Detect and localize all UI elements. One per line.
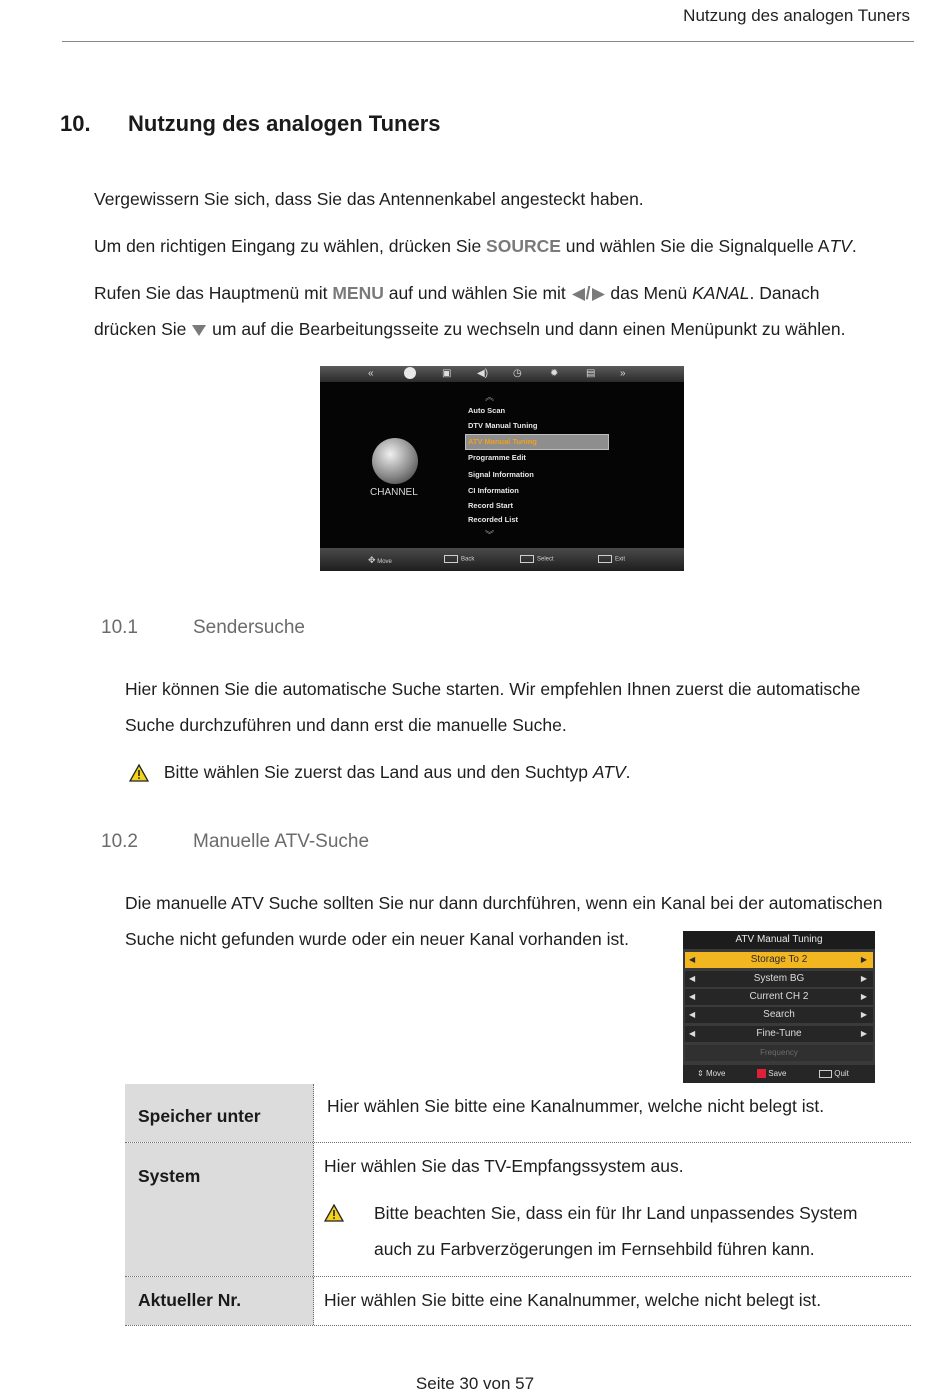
left-arrow-icon: ◀ <box>689 992 696 1001</box>
text-italic: TV <box>829 236 852 256</box>
atv-row-frequency: Frequency <box>685 1045 873 1061</box>
left-arrow-icon <box>571 287 586 302</box>
lock-tab-icon: ▤ <box>586 368 596 379</box>
header-divider <box>62 41 914 42</box>
menu-item-signal-information: Signal Information <box>468 470 534 479</box>
scroll-down-icon: ︾ <box>485 530 495 540</box>
channel-globe-icon <box>372 438 418 484</box>
table-label-cell <box>125 1277 314 1325</box>
right-arrow-icon: ▶ <box>860 955 867 964</box>
sub1-paragraph-1: Hier können Sie die automatische Suche starten. Wir empfehlen Ihnen zuerst die automatische <box>125 679 861 699</box>
atv-row-system <box>685 971 873 987</box>
double-right-icon: » <box>620 368 626 379</box>
left-arrow-icon: ◀ <box>689 1029 696 1038</box>
hint-move <box>368 555 392 566</box>
atv-footer-quit <box>819 1065 849 1083</box>
table-label: Speicher unter <box>138 1106 261 1126</box>
separator: / <box>585 283 591 303</box>
table-label: System <box>138 1166 201 1186</box>
text: drücken Sie <box>94 319 192 339</box>
menu-item-atv-manual-tuning: ATV Manual Tuning <box>468 437 537 446</box>
hint-select-label: Select <box>537 556 554 563</box>
table-value: Hier wählen Sie bitte eine Kanalnummer, welche nicht belegt ist. <box>324 1290 822 1310</box>
down-arrow-icon <box>191 323 207 337</box>
text: Um den richtigen Eingang zu wählen, drücken Sie <box>94 236 487 256</box>
red-button-icon <box>757 1069 766 1078</box>
hint-exit <box>598 555 625 563</box>
double-left-icon: « <box>368 368 374 379</box>
text: Bitte wählen Sie zuerst das Land aus und den Suchtyp <box>163 762 593 782</box>
atv-row-storage-to <box>685 952 873 968</box>
text: Rufen Sie das Hauptmenü mit <box>94 283 333 303</box>
atv-row-label: Storage To 2 <box>750 954 808 965</box>
right-arrow-icon: ▶ <box>860 1010 867 1019</box>
channel-label: CHANNEL <box>370 487 418 498</box>
atv-row-search <box>685 1007 873 1023</box>
section-title: Nutzung des analogen Tuners <box>128 111 441 136</box>
picture-tab-icon: ▣ <box>442 368 452 379</box>
menu-key-icon <box>444 555 458 563</box>
sound-tab-icon: ◀) <box>477 368 489 379</box>
warning-icon <box>324 1204 344 1222</box>
table-label-cell <box>125 1084 314 1142</box>
subsection-title-sendersuche: Sendersuche <box>193 617 305 638</box>
setup-tab-icon: ✹ <box>550 368 559 379</box>
sub2-paragraph-1: Die manuelle ATV Suche sollten Sie nur dann durchführen, wenn ein Kanal bei der automatischen <box>125 893 883 913</box>
text: um auf die Bearbeitungsseite zu wechseln und dann einen Menüpunkt zu wählen. <box>207 319 846 339</box>
running-header: Nutzung des analogen Tuners <box>683 6 910 25</box>
hint-back <box>444 555 474 563</box>
settings-table <box>125 1084 911 1326</box>
channel-menu-screenshot <box>320 366 684 571</box>
exit-key-icon <box>598 555 612 563</box>
right-arrow-icon: ▶ <box>860 1029 867 1038</box>
table-row-speicher-unter <box>125 1084 911 1143</box>
scroll-up-icon: ︽ <box>485 392 495 402</box>
atv-row-label: Current CH 2 <box>749 991 809 1002</box>
hint-select <box>520 555 554 563</box>
intro-paragraph-1: Vergewissern Sie sich, dass Sie das Antennenkabel angesteckt haben. <box>94 189 644 209</box>
menu-item-ci-information: CI Information <box>468 486 519 495</box>
source-key-label: SOURCE <box>486 236 561 256</box>
move-icon: ✥ <box>368 555 376 565</box>
text: . Danach <box>749 283 820 303</box>
text: . <box>625 762 631 782</box>
atv-manual-tuning-screenshot <box>683 931 875 1083</box>
atv-footer-save <box>757 1065 786 1083</box>
exit-key-icon <box>819 1070 832 1078</box>
hint-move-label: Move <box>377 559 392 565</box>
atv-footer-save-label: Save <box>768 1069 787 1078</box>
menu-hint-bar <box>320 548 684 571</box>
text: das Menü <box>605 283 693 303</box>
menu-item-recorded-list: Recorded List <box>468 515 519 524</box>
intro-paragraph-4 <box>94 311 845 347</box>
text-italic: KANAL <box>692 283 750 303</box>
table-label-cell <box>125 1143 314 1276</box>
menu-item-record-start: Record Start <box>468 501 514 510</box>
intro-paragraph-3 <box>94 275 820 311</box>
sub1-warning <box>129 754 631 790</box>
table-row-system <box>125 1143 911 1277</box>
text: und wählen Sie die Signalquelle A <box>560 236 830 256</box>
table-row-aktueller-nr <box>125 1277 911 1326</box>
table-value: Hier wählen Sie das TV-Empfangssystem aus. <box>324 1156 684 1176</box>
atv-row-label: Fine-Tune <box>756 1028 802 1039</box>
hint-exit-label: Exit <box>615 556 626 563</box>
text: . <box>851 236 857 256</box>
atv-footer-move-label: Move <box>705 1069 726 1078</box>
up-down-icon: ⇕ <box>697 1069 704 1078</box>
menu-key-label: MENU <box>332 283 384 303</box>
page-footer: Seite 30 von 57 <box>415 1374 535 1393</box>
atv-menu-title: ATV Manual Tuning <box>683 931 875 949</box>
text: auf und wählen Sie mit <box>383 283 571 303</box>
intro-paragraph-2 <box>94 228 857 264</box>
atv-row-current-ch <box>685 989 873 1005</box>
menu-item-dtv-manual-tuning: DTV Manual Tuning <box>468 421 538 430</box>
menu-item-auto-scan: Auto Scan <box>468 406 506 415</box>
subsection-number-10-2: 10.2 <box>101 831 138 852</box>
subsection-number-10-1: 10.1 <box>101 617 138 638</box>
atv-row-label: Search <box>763 1009 795 1020</box>
enter-key-icon <box>520 555 534 563</box>
left-arrow-icon: ◀ <box>689 1010 696 1019</box>
table-label: Aktueller Nr. <box>138 1290 242 1310</box>
text-italic: ATV <box>592 762 626 782</box>
atv-row-label: System BG <box>753 973 805 984</box>
right-arrow-icon <box>591 287 606 302</box>
warning-icon <box>129 764 149 782</box>
left-arrow-icon: ◀ <box>689 955 696 964</box>
left-arrow-icon: ◀ <box>689 974 696 983</box>
time-tab-icon: ◷ <box>513 368 522 379</box>
table-warning-line-2: auch zu Farbverzögerungen im Fernsehbild führen kann. <box>374 1239 815 1259</box>
sub2-paragraph-2: Suche nicht gefunden wurde oder ein neuer Kanal vorhanden ist. <box>125 929 629 949</box>
table-value: Hier wählen Sie bitte eine Kanalnummer, welche nicht belegt ist. <box>327 1096 825 1116</box>
atv-footer-move <box>697 1065 726 1083</box>
right-arrow-icon: ▶ <box>860 992 867 1001</box>
atv-row-fine-tune <box>685 1026 873 1042</box>
sub1-paragraph-2: Suche durchzuführen und dann erst die manuelle Suche. <box>125 715 567 735</box>
atv-menu-footer <box>683 1065 875 1083</box>
hint-back-label: Back <box>461 556 475 563</box>
table-warning-line-1: Bitte beachten Sie, dass ein für Ihr Land unpassendes System <box>374 1203 858 1223</box>
subsection-title-manuelle-atv-suche: Manuelle ATV-Suche <box>193 831 370 852</box>
right-arrow-icon: ▶ <box>860 974 867 983</box>
channel-tab-icon <box>404 367 416 379</box>
section-number: 10. <box>60 111 91 136</box>
menu-tab-bar <box>320 366 684 382</box>
atv-footer-quit-label: Quit <box>834 1069 849 1078</box>
menu-item-programme-edit: Programme Edit <box>468 453 526 462</box>
